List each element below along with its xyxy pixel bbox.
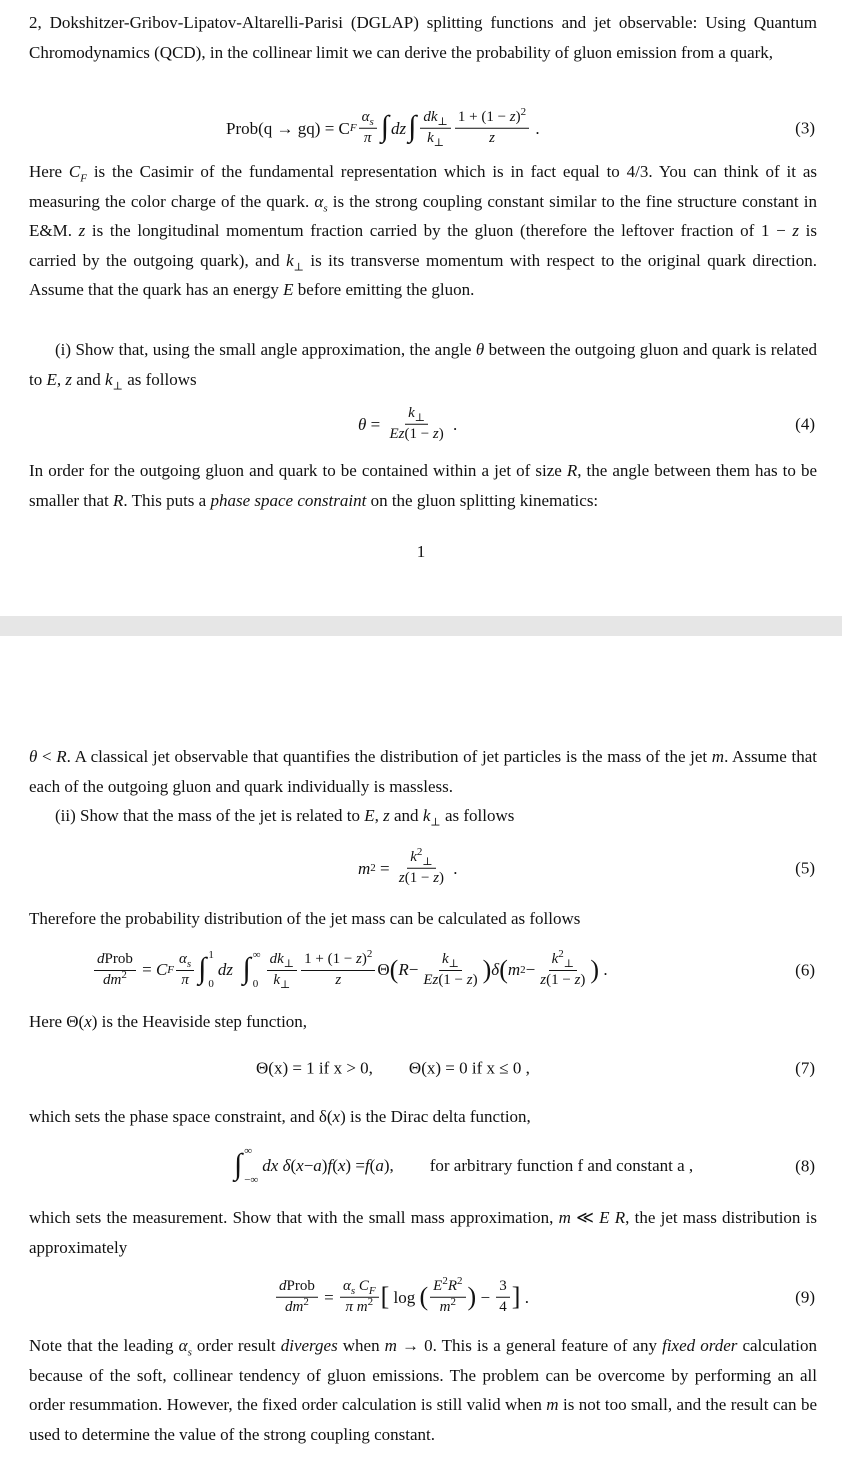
- part-ii-paragraph: (ii) Show that the mass of the jet is related to E, z and $k_\perp$ as follows: [55, 806, 515, 829]
- paragraph-dirac: which sets the phase space constraint, and δ(x) is the Dirac delta function,: [29, 1107, 531, 1126]
- equation-8: ∫ ∞ −∞ dx δ ( x − a ) f ( x ) = f ( a ), for arbitrary function f and constant a , (8): [234, 1145, 815, 1186]
- equation-6: $\frac{\text{dProb}}{dm^2}$ = C F $\frac{\alpha_s}{\pi}$ ∫ 1 0 dz ∫ ∞ 0 $\frac{dk_\perp}{k_\perp}$ $\frac{1 + (1 - z)^2}{z}$ Θ ( R − $\frac{k_\perp}{Ez(1 - z)}$ ) δ ( m 2 − $\frac{k^2_\perp}{z(1 - z)}$ ) . (6): [0, 940, 842, 1000]
- paragraph-divergence: Note that the leading $\alpha_s$ order result diverges when m → 0. This is a general feature of any fixed order calculation because of the soft, collinear tendency of gluon emissions. The problem can be overcome by performing an all order resummation. However, the fixed order calculation is still valid when m is not too small, and the result can be used to determine the value of the strong coupling constant.: [29, 1336, 818, 1444]
- equation-7: [0, 1038, 842, 1098]
- paragraph-jet-mass: θ < R. A classical jet observable that quantifies the distribution of jet particles is the mass of the jet m. Assume that each of the outgoing gluon and quark individually is massless.: [29, 747, 817, 796]
- equation-4: θ = $\frac{k_\perp}{Ez(1 - z)}$ . (4): [358, 404, 815, 442]
- equation-number-7: (7): [795, 1058, 815, 1078]
- paragraph-small-mass: which sets the measurement. Show that with the small mass approximation, m ≪ E R, the jet mass distribution is approximately: [29, 1208, 817, 1257]
- paragraph-distribution: Therefore the probability distribution of the jet mass can be calculated as follows: [29, 909, 581, 928]
- part-i-paragraph: (i) Show that, using the small angle approximation, the angle θ between the outgoing gluon and quark is related to E, z and $k_\perp$ as follows: [29, 340, 817, 392]
- equation-number-4: (4): [795, 414, 815, 434]
- equation-number-5: (5): [795, 858, 815, 878]
- equation-3: Prob(q → gq) = C F $\frac{\alpha_s}{\pi}$ ∫ dz ∫ $\frac{dk_\perp}{k_\perp}$ $\frac{1 + (1 - z)^2}{z}$ . (3): [226, 105, 815, 149]
- intro-paragraph: 2, Dokshitzer-Gribov-Lipatov-Altarelli-Parisi (DGLAP) splitting functions and jet observable: Using Quantum Chromodynamics (QCD), in the collinear limit we can derive the probability of gluon emission from a quark,: [29, 13, 817, 62]
- equation-5: m 2 = $\frac{k^2_\perp}{z(1 - z)}$ . (5): [358, 845, 815, 886]
- paragraph-casimir: Here $C_F$ is the Casimir of the fundamental representation which is in fact equal to 4/3. You can think of it as measuring the color charge of the quark. $\alpha_s$ is the strong coupling constant similar to the fine structure constant in E&M. z is the longitudinal momentum fraction carried by the gluon (therefore the leftover fraction of 1 − z is carried by the outgoing quark), and $k_\perp$ is its transverse momentum with respect to the original quark direction. Assume that the quark has an energy E before emitting the gluon.: [29, 162, 818, 299]
- paragraph-phase-space: In order for the outgoing gluon and quark to be contained within a jet of size R, the angle between them has to be smaller that R. This puts a phase space constraint on the gluon splitting kinematics:: [29, 461, 818, 510]
- page-2: [0, 636, 842, 1482]
- page-separator: [0, 616, 842, 636]
- eq7-left: Θ(x) = 1 if x > 0,: [256, 1058, 373, 1078]
- page-1: [0, 0, 842, 616]
- eq3-lhs: Prob(q → gq) = C: [226, 118, 350, 138]
- equation-number-3: (3): [795, 118, 815, 138]
- equation-number-9: (9): [795, 1287, 815, 1307]
- equation-9: $\frac{\text{dProb}}{dm^2}$ = $\frac{\alpha_s C_F}{\pi m^2}$ [ log ( $\frac{E^2R^2}{m^2}$ ) − $\frac{3}{4}$ ] . (9): [0, 1267, 842, 1327]
- equation-number-6: (6): [795, 960, 815, 980]
- eq7-right: Θ(x) = 0 if x ≤ 0 ,: [408, 1058, 530, 1078]
- equation-number-8: (8): [795, 1156, 815, 1176]
- paragraph-heaviside: Here Θ(x) is the Heaviside step function,: [29, 1012, 308, 1031]
- eq8-text: for arbitrary function f and constant a ,: [429, 1156, 694, 1176]
- page-number: 1: [416, 542, 426, 561]
